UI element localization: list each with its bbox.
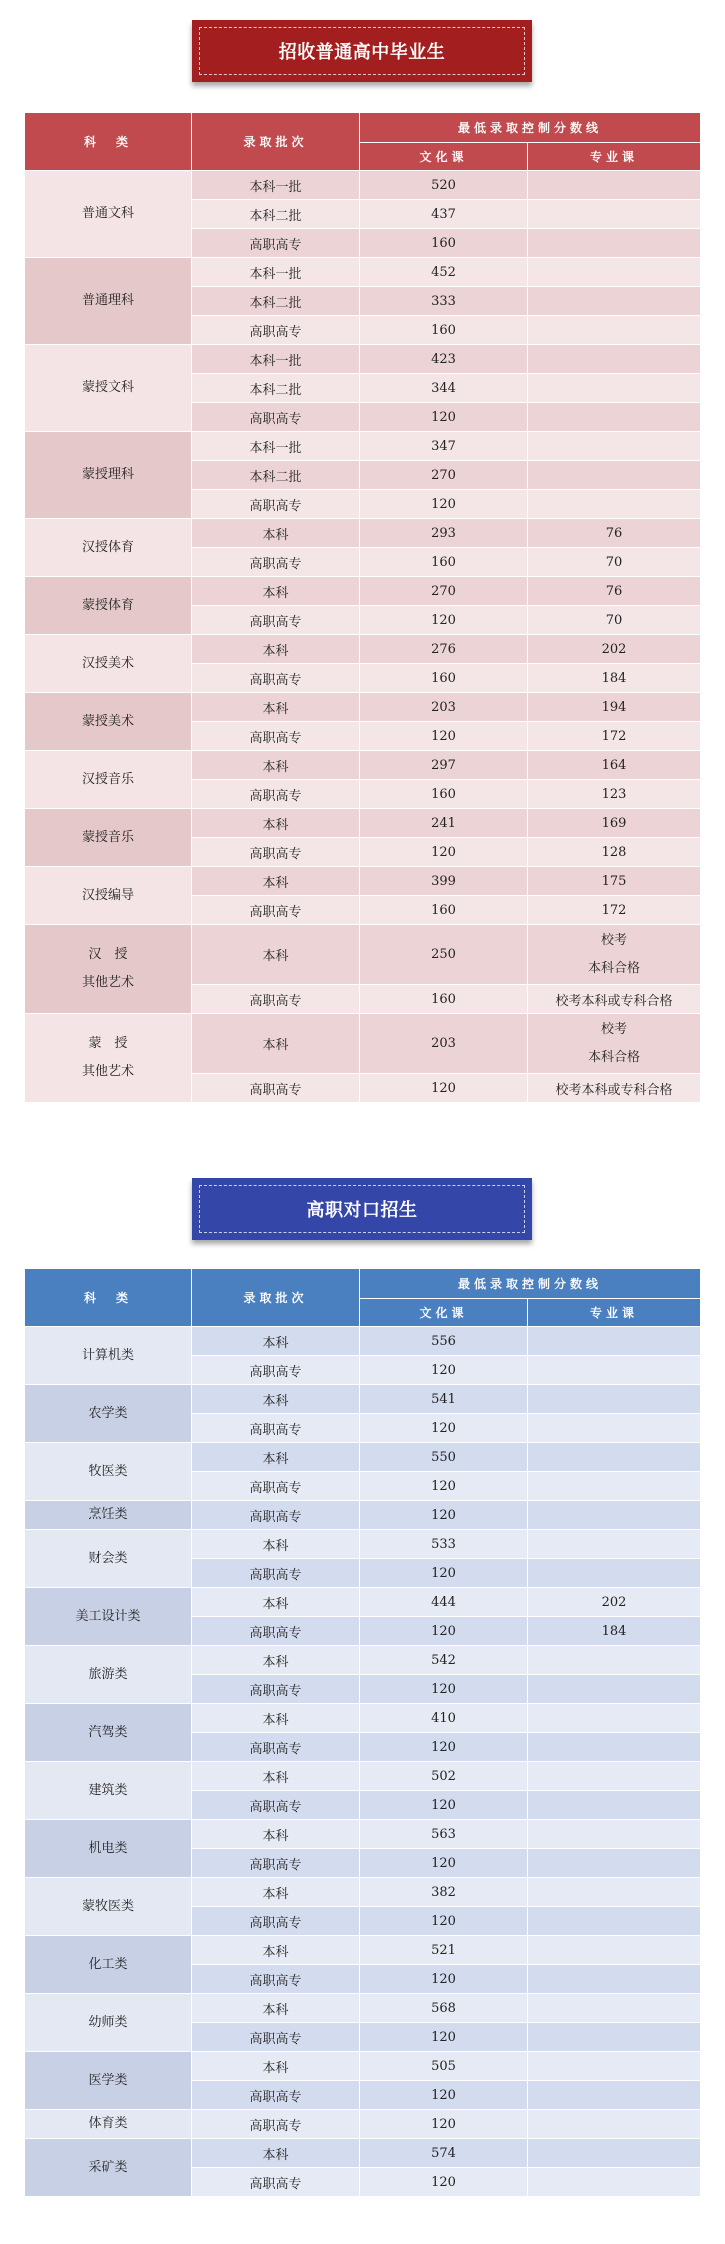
batch-cell: 高职高专 <box>192 722 360 751</box>
batch-cell: 本科 <box>192 519 360 548</box>
category-label: 汉 授 <box>88 947 128 962</box>
culture-score-cell: 505 <box>360 2052 528 2081</box>
batch-cell: 高职高专 <box>192 2023 360 2052</box>
batch-cell: 高职高专 <box>192 2081 360 2110</box>
major-score-cell <box>528 490 701 519</box>
major-score-cell <box>528 1472 701 1501</box>
culture-score-cell: 563 <box>360 1820 528 1849</box>
batch-cell: 本科 <box>192 1530 360 1559</box>
table-row <box>25 2110 701 2139</box>
major-score-cell: 校考本科或专科合格 <box>528 985 701 1014</box>
major-score-cell <box>528 925 701 985</box>
batch-cell: 高职高专 <box>192 896 360 925</box>
culture-score-cell: 120 <box>360 1356 528 1385</box>
major-score-cell: 172 <box>528 896 701 925</box>
culture-score-cell: 568 <box>360 1994 528 2023</box>
culture-score-cell: 120 <box>360 606 528 635</box>
batch-cell: 高职高专 <box>192 1907 360 1936</box>
batch-cell: 本科 <box>192 2139 360 2168</box>
table-row <box>25 1588 701 1617</box>
category-cell <box>25 519 192 577</box>
batch-cell: 本科一批 <box>192 171 360 200</box>
table-row <box>25 258 701 287</box>
batch-cell: 本科一批 <box>192 345 360 374</box>
batch-cell: 本科 <box>192 1014 360 1074</box>
table-row <box>25 171 701 200</box>
category-label: 蒙授体育 <box>81 597 134 613</box>
category-cell <box>25 2139 192 2197</box>
table-row <box>25 867 701 896</box>
category-label: 蒙授美术 <box>81 713 134 729</box>
category-cell <box>25 809 192 867</box>
category-label: 普通文科 <box>81 206 134 221</box>
major-score-cell <box>528 229 701 258</box>
category-label: 蒙 授 <box>88 1036 128 1051</box>
culture-score-cell: 120 <box>360 1414 528 1443</box>
culture-score-cell: 120 <box>360 1074 528 1103</box>
culture-score-cell: 502 <box>360 1762 528 1791</box>
major-score-cell: 校考本科或专科合格 <box>528 1074 701 1103</box>
culture-score-cell: 120 <box>360 2081 528 2110</box>
major-score-cell: 70 <box>528 606 701 635</box>
batch-cell: 高职高专 <box>192 1472 360 1501</box>
header-min-score: 最低录取控制分数线 <box>360 113 701 143</box>
batch-cell: 高职高专 <box>192 2168 360 2197</box>
culture-score-cell: 556 <box>360 1327 528 1356</box>
culture-score-cell: 120 <box>360 1617 528 1646</box>
category-label: 烹饪类 <box>88 1507 128 1522</box>
batch-cell: 高职高专 <box>192 1675 360 1704</box>
major-score-cell <box>528 171 701 200</box>
table-row <box>25 1704 701 1733</box>
category-label: 采矿类 <box>88 2159 128 2175</box>
culture-score-cell: 120 <box>360 1733 528 1762</box>
category-label: 美工设计类 <box>75 1608 141 1624</box>
culture-score-cell: 250 <box>360 925 528 985</box>
category-cell <box>25 1530 192 1588</box>
culture-score-cell: 333 <box>360 287 528 316</box>
major-score-cell <box>528 2081 701 2110</box>
category-label: 财会类 <box>88 1550 128 1566</box>
culture-score-cell: 160 <box>360 896 528 925</box>
header-min-score: 最低录取控制分数线 <box>360 1269 701 1299</box>
category-label: 汉授编导 <box>81 887 134 903</box>
batch-cell: 高职高专 <box>192 1501 360 1530</box>
category-cell <box>25 577 192 635</box>
table-row <box>25 432 701 461</box>
batch-cell: 高职高专 <box>192 1965 360 1994</box>
culture-score-cell: 120 <box>360 1559 528 1588</box>
major-note-line: 校考 <box>601 1021 628 1037</box>
culture-score-cell: 160 <box>360 229 528 258</box>
culture-score-cell: 160 <box>360 548 528 577</box>
culture-score-cell: 382 <box>360 1878 528 1907</box>
major-score-cell <box>528 1675 701 1704</box>
major-score-cell <box>528 2052 701 2081</box>
culture-score-cell: 410 <box>360 1704 528 1733</box>
table-row <box>25 1994 701 2023</box>
category-label: 医学类 <box>88 2072 128 2088</box>
batch-cell: 高职高专 <box>192 548 360 577</box>
batch-cell: 本科 <box>192 809 360 838</box>
batch-cell: 本科 <box>192 1762 360 1791</box>
major-score-cell: 169 <box>528 809 701 838</box>
table-row <box>25 1385 701 1414</box>
category-cell <box>25 925 192 1014</box>
category-cell <box>25 751 192 809</box>
batch-cell: 高职高专 <box>192 838 360 867</box>
batch-cell: 高职高专 <box>192 1559 360 1588</box>
table-row <box>25 1878 701 1907</box>
category-cell <box>25 1762 192 1820</box>
batch-cell: 本科 <box>192 1994 360 2023</box>
batch-cell: 高职高专 <box>192 1617 360 1646</box>
category-label: 其他艺术 <box>81 975 134 990</box>
batch-cell: 本科 <box>192 577 360 606</box>
batch-cell: 本科 <box>192 1588 360 1617</box>
batch-cell: 高职高专 <box>192 1356 360 1385</box>
major-score-cell <box>528 1994 701 2023</box>
batch-cell: 高职高专 <box>192 1074 360 1103</box>
culture-score-cell: 120 <box>360 1965 528 1994</box>
table-row <box>25 345 701 374</box>
major-score-cell <box>528 1733 701 1762</box>
culture-score-cell: 347 <box>360 432 528 461</box>
major-score-cell <box>528 1704 701 1733</box>
table-row <box>25 1820 701 1849</box>
batch-cell: 高职高专 <box>192 780 360 809</box>
culture-score-cell: 437 <box>360 200 528 229</box>
section2-title: 高职对口招生 <box>199 1185 525 1233</box>
table-row <box>25 809 701 838</box>
category-label: 蒙授文科 <box>81 380 134 395</box>
batch-cell: 高职高专 <box>192 2110 360 2139</box>
table-row <box>25 1443 701 1472</box>
batch-cell: 本科 <box>192 751 360 780</box>
batch-cell: 高职高专 <box>192 229 360 258</box>
category-label: 蒙授理科 <box>81 467 134 482</box>
major-score-cell <box>528 1414 701 1443</box>
major-score-cell <box>528 403 701 432</box>
major-score-cell <box>528 1849 701 1878</box>
batch-cell: 本科 <box>192 1443 360 1472</box>
table-row <box>25 925 701 985</box>
category-cell <box>25 258 192 345</box>
culture-score-cell: 270 <box>360 577 528 606</box>
category-cell <box>25 1936 192 1994</box>
category-label: 汉授体育 <box>81 539 134 555</box>
category-cell <box>25 432 192 519</box>
major-score-cell <box>528 345 701 374</box>
batch-cell: 本科 <box>192 925 360 985</box>
batch-cell: 本科 <box>192 635 360 664</box>
category-cell <box>25 1327 192 1385</box>
culture-score-cell: 120 <box>360 2023 528 2052</box>
culture-score-cell: 120 <box>360 1472 528 1501</box>
category-label: 幼师类 <box>88 2014 128 2030</box>
header-batch: 录取批次 <box>192 1269 360 1327</box>
category-label: 汽驾类 <box>88 1724 128 1740</box>
batch-cell: 高职高专 <box>192 1849 360 1878</box>
batch-cell: 本科二批 <box>192 200 360 229</box>
table-row <box>25 635 701 664</box>
batch-cell: 本科二批 <box>192 287 360 316</box>
culture-score-cell: 550 <box>360 1443 528 1472</box>
major-score-cell <box>528 1646 701 1675</box>
culture-score-cell: 120 <box>360 838 528 867</box>
table-row <box>25 1936 701 1965</box>
category-label: 化工类 <box>88 1956 128 1972</box>
header-culture: 文化课 <box>360 1299 528 1327</box>
category-cell <box>25 693 192 751</box>
batch-cell: 本科二批 <box>192 461 360 490</box>
batch-cell: 本科 <box>192 2052 360 2081</box>
batch-cell: 本科一批 <box>192 258 360 287</box>
major-score-cell <box>528 2110 701 2139</box>
culture-score-cell: 297 <box>360 751 528 780</box>
major-score-cell: 128 <box>528 838 701 867</box>
culture-score-cell: 120 <box>360 2110 528 2139</box>
batch-cell: 本科一批 <box>192 432 360 461</box>
culture-score-cell: 120 <box>360 2168 528 2197</box>
category-label: 蒙牧医类 <box>81 1898 134 1914</box>
major-score-cell <box>528 1907 701 1936</box>
header-category: 科 类 <box>25 1269 192 1327</box>
major-score-cell <box>528 2023 701 2052</box>
batch-cell: 本科 <box>192 1646 360 1675</box>
culture-score-cell: 241 <box>360 809 528 838</box>
section1-banner <box>192 20 532 82</box>
table-row <box>25 1327 701 1356</box>
major-score-cell <box>528 1965 701 1994</box>
batch-cell: 本科 <box>192 1936 360 1965</box>
major-score-cell <box>528 316 701 345</box>
section1-title: 招收普通高中毕业生 <box>199 27 525 75</box>
category-cell <box>25 635 192 693</box>
major-score-cell <box>528 1356 701 1385</box>
major-note-line: 校考 <box>601 932 628 948</box>
category-label: 计算机类 <box>81 1347 134 1363</box>
category-cell <box>25 2052 192 2110</box>
culture-score-cell: 270 <box>360 461 528 490</box>
major-score-cell <box>528 374 701 403</box>
header-major: 专业课 <box>528 1299 701 1327</box>
major-score-cell <box>528 200 701 229</box>
major-score-cell <box>528 287 701 316</box>
category-label: 牧医类 <box>88 1463 128 1479</box>
major-score-cell: 202 <box>528 635 701 664</box>
table-row <box>25 2052 701 2081</box>
category-cell <box>25 1588 192 1646</box>
culture-score-cell: 120 <box>360 1849 528 1878</box>
table-row <box>25 1501 701 1530</box>
major-score-cell <box>528 1559 701 1588</box>
category-label: 建筑类 <box>88 1782 128 1798</box>
table-row <box>25 1646 701 1675</box>
category-label: 汉授美术 <box>81 655 134 671</box>
major-score-cell <box>528 1014 701 1074</box>
major-score-cell: 76 <box>528 577 701 606</box>
section2-score-table <box>24 1268 701 2197</box>
culture-score-cell: 520 <box>360 171 528 200</box>
major-score-cell <box>528 1791 701 1820</box>
culture-score-cell: 541 <box>360 1385 528 1414</box>
major-score-cell: 175 <box>528 867 701 896</box>
major-score-cell <box>528 1530 701 1559</box>
major-score-cell: 194 <box>528 693 701 722</box>
major-score-cell <box>528 1327 701 1356</box>
category-cell <box>25 1501 192 1530</box>
category-label: 农学类 <box>88 1405 128 1421</box>
table-row <box>25 1014 701 1074</box>
category-cell <box>25 1878 192 1936</box>
major-score-cell: 76 <box>528 519 701 548</box>
category-cell <box>25 1014 192 1103</box>
major-score-cell <box>528 432 701 461</box>
major-score-cell: 184 <box>528 664 701 693</box>
culture-score-cell: 160 <box>360 780 528 809</box>
culture-score-cell: 521 <box>360 1936 528 1965</box>
culture-score-cell: 120 <box>360 722 528 751</box>
major-score-cell <box>528 2168 701 2197</box>
major-score-cell: 172 <box>528 722 701 751</box>
batch-cell: 高职高专 <box>192 1733 360 1762</box>
major-score-cell <box>528 1820 701 1849</box>
culture-score-cell: 120 <box>360 1501 528 1530</box>
major-note-line: 本科合格 <box>588 1049 641 1065</box>
culture-score-cell: 344 <box>360 374 528 403</box>
batch-cell: 高职高专 <box>192 316 360 345</box>
culture-score-cell: 160 <box>360 985 528 1014</box>
major-score-cell: 123 <box>528 780 701 809</box>
section1-score-table <box>24 112 701 1103</box>
culture-score-cell: 444 <box>360 1588 528 1617</box>
batch-cell: 本科 <box>192 1327 360 1356</box>
culture-score-cell: 423 <box>360 345 528 374</box>
culture-score-cell: 399 <box>360 867 528 896</box>
culture-score-cell: 120 <box>360 490 528 519</box>
category-cell <box>25 2110 192 2139</box>
batch-cell: 高职高专 <box>192 403 360 432</box>
culture-score-cell: 120 <box>360 1907 528 1936</box>
category-label: 旅游类 <box>88 1666 128 1682</box>
batch-cell: 高职高专 <box>192 1414 360 1443</box>
culture-score-cell: 160 <box>360 664 528 693</box>
culture-score-cell: 452 <box>360 258 528 287</box>
batch-cell: 本科二批 <box>192 374 360 403</box>
category-label: 汉授音乐 <box>81 771 134 787</box>
culture-score-cell: 203 <box>360 1014 528 1074</box>
batch-cell: 本科 <box>192 693 360 722</box>
culture-score-cell: 533 <box>360 1530 528 1559</box>
table-row <box>25 2139 701 2168</box>
batch-cell: 高职高专 <box>192 1791 360 1820</box>
culture-score-cell: 293 <box>360 519 528 548</box>
header-batch: 录取批次 <box>192 113 360 171</box>
culture-score-cell: 574 <box>360 2139 528 2168</box>
batch-cell: 本科 <box>192 1385 360 1414</box>
category-label: 机电类 <box>88 1840 128 1856</box>
section2-banner <box>192 1178 532 1240</box>
major-score-cell <box>528 1385 701 1414</box>
category-cell <box>25 1994 192 2052</box>
major-score-cell <box>528 1501 701 1530</box>
category-label: 其他艺术 <box>81 1064 134 1079</box>
culture-score-cell: 276 <box>360 635 528 664</box>
category-label: 普通理科 <box>81 293 134 308</box>
batch-cell: 高职高专 <box>192 606 360 635</box>
major-score-cell: 184 <box>528 1617 701 1646</box>
table-row <box>25 693 701 722</box>
major-score-cell: 164 <box>528 751 701 780</box>
table-row <box>25 577 701 606</box>
culture-score-cell: 120 <box>360 1675 528 1704</box>
batch-cell: 高职高专 <box>192 985 360 1014</box>
culture-score-cell: 120 <box>360 1791 528 1820</box>
category-label: 蒙授音乐 <box>81 829 134 845</box>
category-cell <box>25 171 192 258</box>
category-cell <box>25 1385 192 1443</box>
category-cell <box>25 1646 192 1704</box>
category-cell <box>25 867 192 925</box>
major-score-cell: 202 <box>528 1588 701 1617</box>
category-cell <box>25 1704 192 1762</box>
batch-cell: 本科 <box>192 1878 360 1907</box>
major-score-cell: 70 <box>528 548 701 577</box>
major-score-cell <box>528 1762 701 1791</box>
batch-cell: 本科 <box>192 867 360 896</box>
major-note-line: 本科合格 <box>588 960 641 976</box>
major-score-cell <box>528 1878 701 1907</box>
table-row <box>25 519 701 548</box>
culture-score-cell: 203 <box>360 693 528 722</box>
category-cell <box>25 345 192 432</box>
major-score-cell <box>528 1936 701 1965</box>
table-row <box>25 1762 701 1791</box>
culture-score-cell: 542 <box>360 1646 528 1675</box>
category-cell <box>25 1820 192 1878</box>
category-label: 体育类 <box>88 2116 128 2131</box>
table-row <box>25 751 701 780</box>
table-row <box>25 1530 701 1559</box>
major-score-cell <box>528 258 701 287</box>
batch-cell: 本科 <box>192 1704 360 1733</box>
batch-cell: 高职高专 <box>192 490 360 519</box>
culture-score-cell: 160 <box>360 316 528 345</box>
major-score-cell <box>528 461 701 490</box>
category-cell <box>25 1443 192 1501</box>
header-major: 专业课 <box>528 143 701 171</box>
culture-score-cell: 120 <box>360 403 528 432</box>
header-category: 科 类 <box>25 113 192 171</box>
major-score-cell <box>528 2139 701 2168</box>
batch-cell: 高职高专 <box>192 664 360 693</box>
major-score-cell <box>528 1443 701 1472</box>
header-culture: 文化课 <box>360 143 528 171</box>
batch-cell: 本科 <box>192 1820 360 1849</box>
